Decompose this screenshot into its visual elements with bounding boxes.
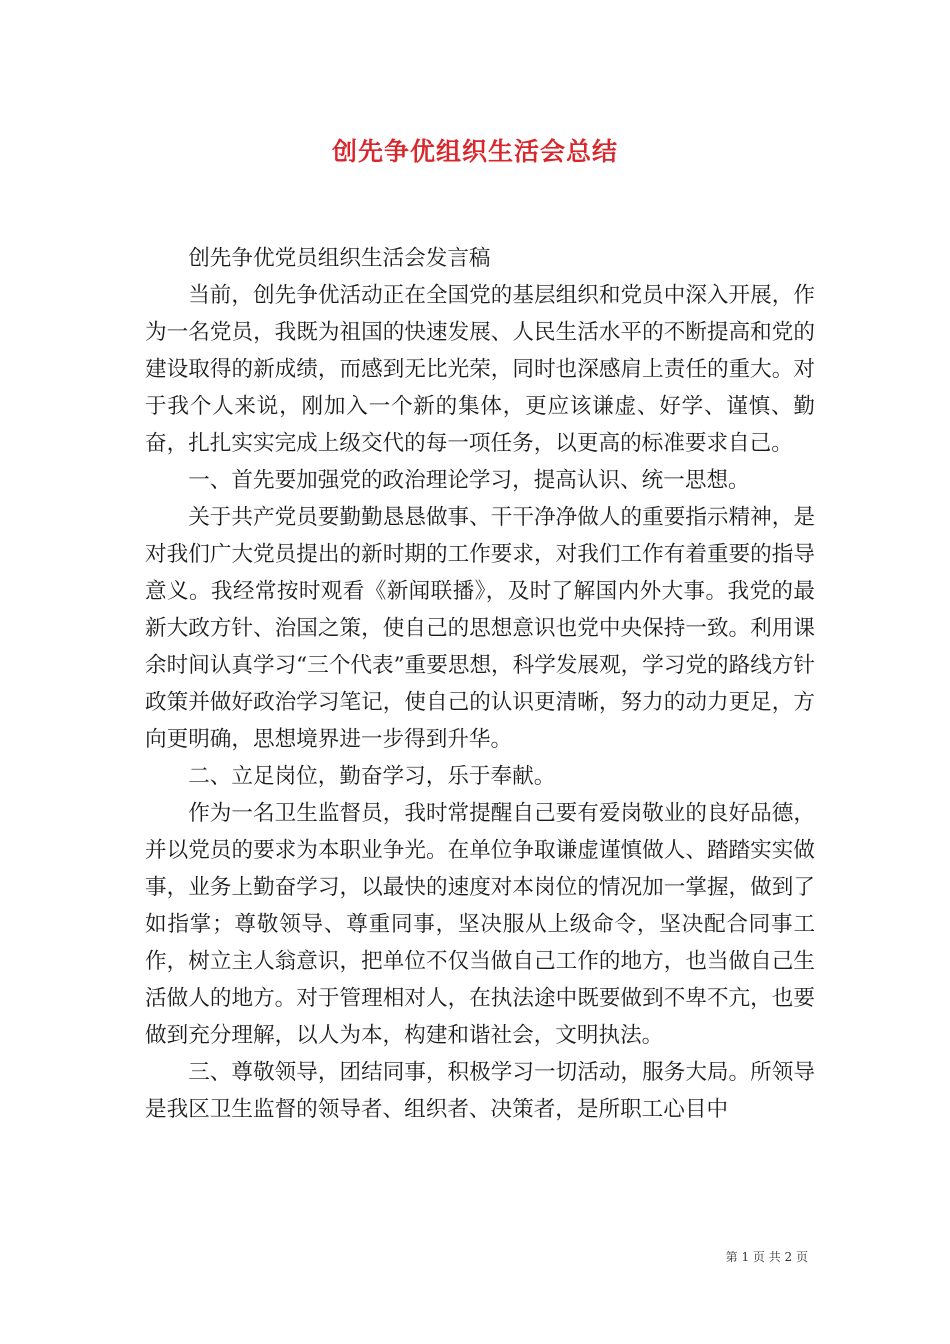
paragraph: 关于共产党员要勤勤恳恳做事、干干净净做人的重要指示精神，是对我们广大党员提出的新时期的工作要求，对我们工作有着重要的指导意义。我经常按时观看《新闻联播》，及时了解国内外大事。我党的最新大政方针、治国之策，使自己的思想意识也党中央保持一致。利用课余时间认真学习“三个代表”重要思想，科学发展观，学习党的路线方针政策并做好政治学习笔记，使自己的认识更清晰，努力的动力更足，方向更明确，思想境界进一步得到升华。 [145,505,815,752]
document-body [145,240,815,1128]
paragraph: 作为一名卫生监督员，我时常提醒自己要有爱岗敬业的良好品德，并以党员的要求为本职业争光。在单位争取谦虚谨慎做人、踏踏实实做事，业务上勤奋学习，以最快的速度对本岗位的情况加一掌握，做到了如指掌；尊敬领导、尊重同事，坚决服从上级命令，坚决配合同事工作，树立主人翁意识，把单位不仅当做自己工作的地方，也当做自己生活做人的地方。对于管理相对人，在执法途中既要做到不卑不亢，也要做到充分理解，以人为本，构建和谐社会，文明执法。 [145,801,815,1048]
section-heading: 一、首先要加强党的政治理论学习，提高认识、统一思想。 [188,468,750,493]
paragraph: 当前，创先争优活动正在全国党的基层组织和党员中深入开展，作为一名党员，我既为祖国的快速发展、人民生活水平的不断提高和党的建设取得的新成绩，而感到无比光荣，同时也深感肩上责任的重大。对于我个人来说，刚加入一个新的集体，更应该谦虚、好学、谨慎、勤奋，扎扎实实完成上级交代的每一项任务，以更高的标准要求自己。 [145,283,815,456]
document-title: 创先争优组织生活会总结 [331,137,618,166]
section-heading: 三、尊敬领导，团结同事，积极学习一切活动，服务大局。所领导是我区卫生监督的领导者、组织者、决策者，是所职工心目中 [145,1060,815,1122]
document-subtitle: 创先争优党员组织生活会发言稿 [188,246,491,271]
section-heading: 二、立足岗位，勤奋学习，乐于奉献。 [188,764,556,789]
page-footer: 第 1 页 共 2 页 [725,1250,808,1264]
